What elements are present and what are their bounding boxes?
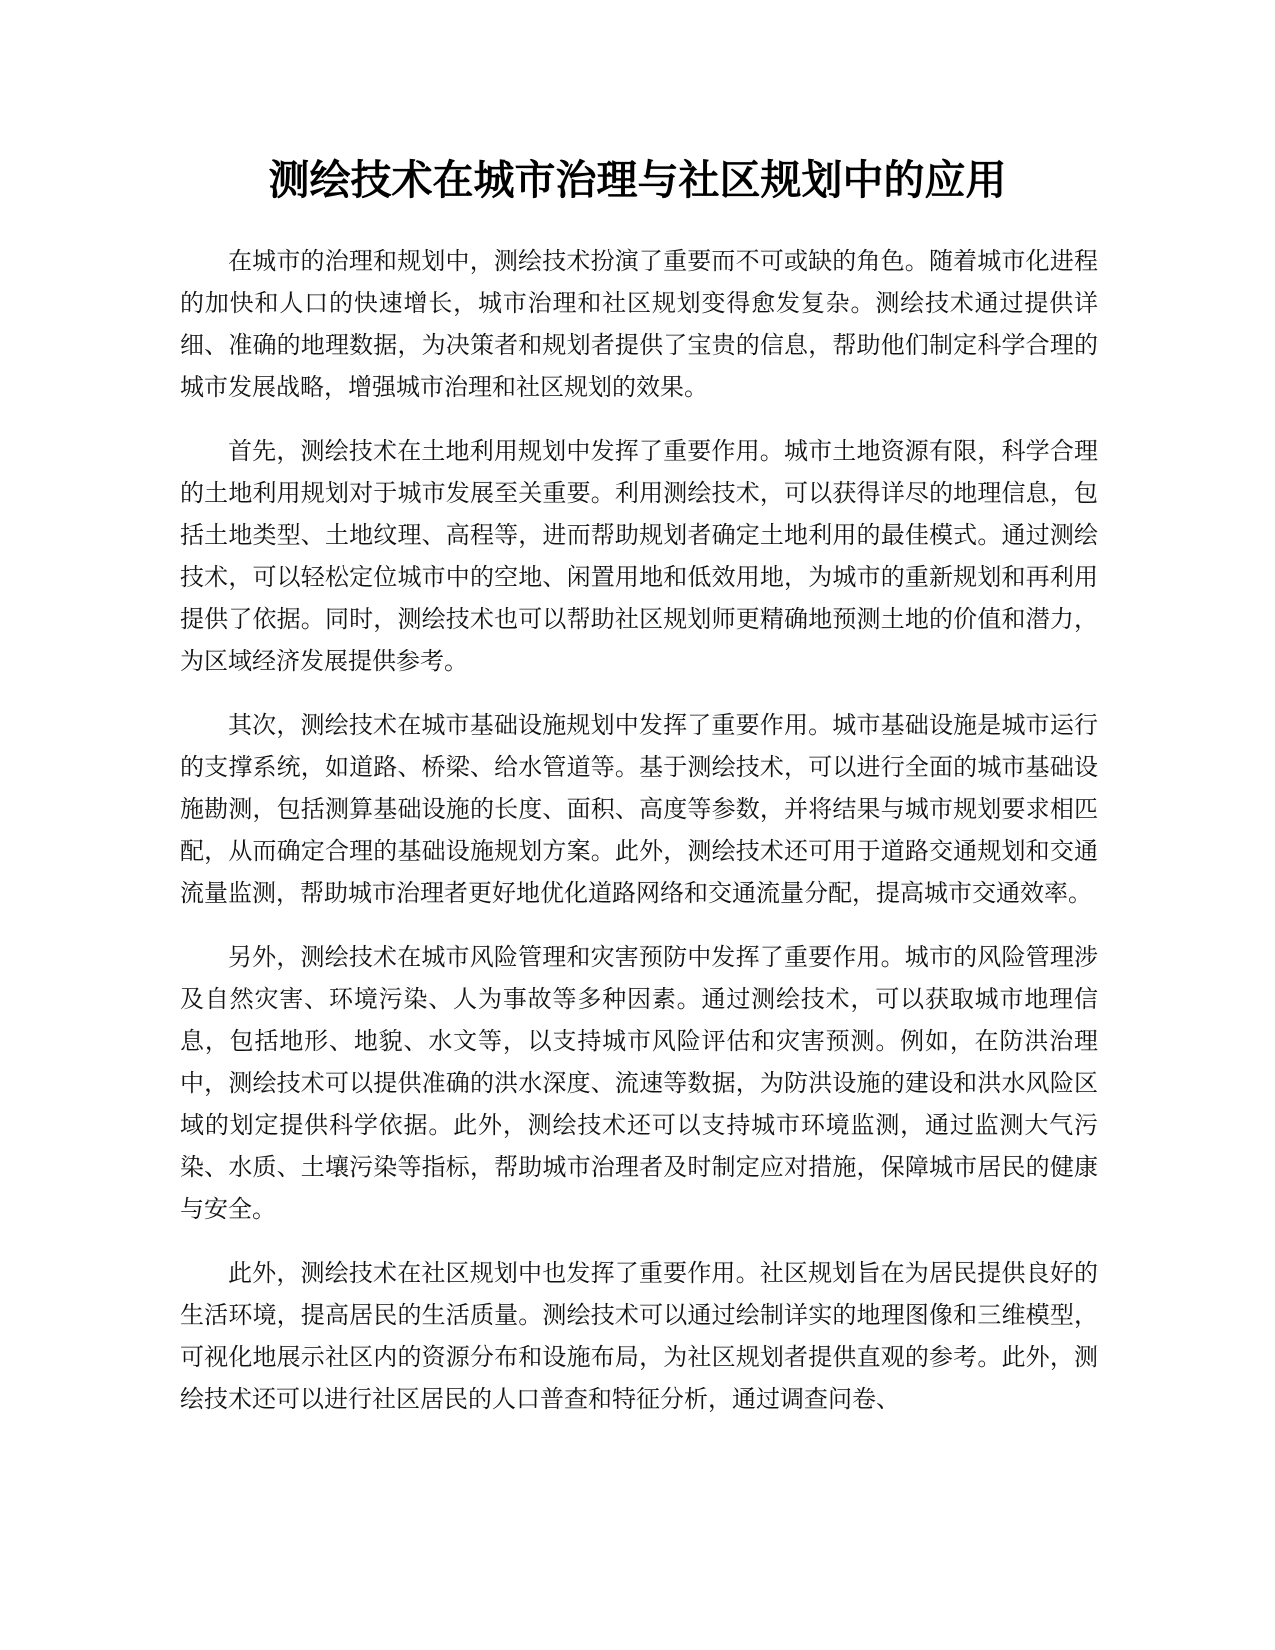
paragraph-land-use: 首先，测绘技术在土地利用规划中发挥了重要作用。城市土地资源有限，科学合理的土地利用规划对于城市发展至关重要。利用测绘技术，可以获得详尽的地理信息，包括土地类型、土地纹理、高程等，进而帮助规划者确定土地利用的最佳模式。通过测绘技术，可以轻松定位城市中的空地、闲置用地和低效用地，为城市的重新规划和再利用提供了依据。同时，测绘技术也可以帮助社区规划师更精确地预测土地的价值和潜力，为区域经济发展提供参考。	[180, 437, 1098, 675]
paragraph-intro: 在城市的治理和规划中，测绘技术扮演了重要而不可或缺的角色。随着城市化进程的加快和人口的快速增长，城市治理和社区规划变得愈发复杂。测绘技术通过提供详细、准确的地理数据，为决策者和规划者提供了宝贵的信息，帮助他们制定科学合理的城市发展战略，增强城市治理和社区规划的效果。	[180, 247, 1098, 401]
paragraph-community-planning: 此外，测绘技术在社区规划中也发挥了重要作用。社区规划旨在为居民提供良好的生活环境，提高居民的生活质量。测绘技术可以通过绘制详实的地理图像和三维模型，可视化地展示社区内的资源分布和设施布局，为社区规划者提供直观的参考。此外，测绘技术还可以进行社区居民的人口普查和特征分析，通过调查问卷、	[180, 1259, 1098, 1413]
paragraph-infrastructure: 其次，测绘技术在城市基础设施规划中发挥了重要作用。城市基础设施是城市运行的支撑系统，如道路、桥梁、给水管道等。基于测绘技术，可以进行全面的城市基础设施勘测，包括测算基础设施的长度、面积、高度等参数，并将结果与城市规划要求相匹配，从而确定合理的基础设施规划方案。此外，测绘技术还可用于道路交通规划和交通流量监测，帮助城市治理者更好地优化道路网络和交通流量分配，提高城市交通效率。	[180, 711, 1098, 907]
document-title: 测绘技术在城市治理与社区规划中的应用	[268, 156, 1007, 204]
paragraph-risk-management: 另外，测绘技术在城市风险管理和灾害预防中发挥了重要作用。城市的风险管理涉及自然灾害、环境污染、人为事故等多种因素。通过测绘技术，可以获取城市地理信息，包括地形、地貌、水文等，以支持城市风险评估和灾害预测。例如，在防洪治理中，测绘技术可以提供准确的洪水深度、流速等数据，为防洪设施的建设和洪水风险区域的划定提供科学依据。此外，测绘技术还可以支持城市环境监测，通过监测大气污染、水质、土壤污染等指标，帮助城市治理者及时制定应对措施，保障城市居民的健康与安全。	[180, 943, 1098, 1223]
document-body	[180, 240, 1098, 1442]
